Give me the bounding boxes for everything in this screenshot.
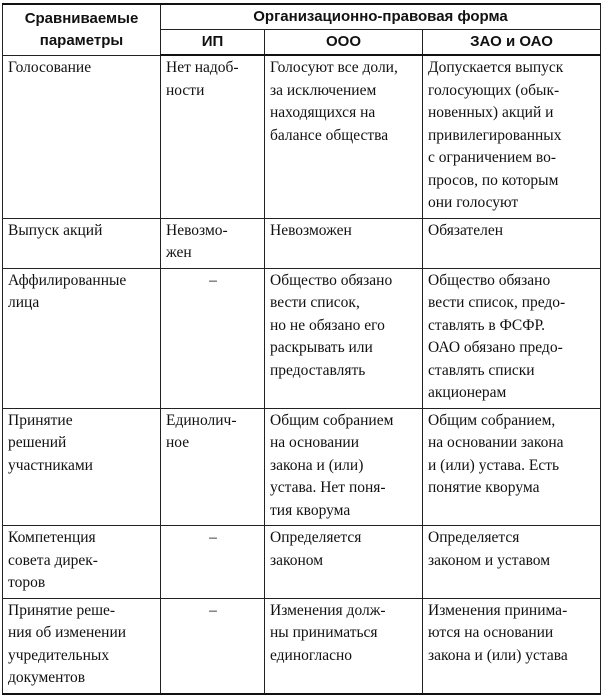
header-org-form: Организационно-правовая форма [161, 4, 601, 30]
cell-ip: – [161, 268, 265, 408]
table-row [3, 408, 601, 526]
cell-zao-oao: Общество обязано вести список, предо- ставлять в ФСФР. ОАО обязано предо- ставлять списки акционерам [423, 268, 601, 408]
cell-param: Принятие решений участниками [3, 408, 161, 526]
cell-ooo: Невозможен [265, 218, 423, 268]
table-header [3, 4, 601, 55]
cell-param: Принятие реше- ния об изменении учредительных документов [3, 598, 161, 694]
header-col-ip: ИП [161, 30, 265, 56]
cell-zao-oao: Обязателен [423, 218, 601, 268]
cell-zao-oao: Допускается выпуск голосующих (обык- новенных) акций и привилегированных с ограничением во- просов, по которым они голосуют [423, 55, 601, 218]
cell-zao-oao: Общим собранием, на основании закона и (или) устава. Есть понятие кворума [423, 408, 601, 526]
cell-param: Голосование [3, 55, 161, 218]
cell-zao-oao: Определяется законом и уставом [423, 526, 601, 599]
cell-ooo: Голосуют все доли, за исключением находящихся на балансе общества [265, 55, 423, 218]
cell-ooo: Общим собранием на основании закона и (или) устава. Нет поня- тия кворума [265, 408, 423, 526]
cell-ip: Нет надоб- ности [161, 55, 265, 218]
cell-ip: Единолич- ное [161, 408, 265, 526]
table-row [3, 218, 601, 268]
table-row [3, 598, 601, 694]
cell-zao-oao: Изменения принима- ются на основании закона и (или) устава [423, 598, 601, 694]
comparison-table [2, 3, 601, 695]
cell-ip: – [161, 526, 265, 599]
table-row [3, 526, 601, 599]
table-body [3, 55, 601, 694]
cell-param: Выпуск акций [3, 218, 161, 268]
cell-ooo: Общество обязано вести список, но не обязано его раскрывать или предоставлять [265, 268, 423, 408]
table-row [3, 268, 601, 408]
cell-ip: – [161, 598, 265, 694]
header-row-top [3, 4, 601, 30]
header-col-ooo: ООО [265, 30, 423, 56]
table-row [3, 55, 601, 218]
header-param-label: Сравниваемые параметры [3, 4, 161, 55]
cell-ooo: Изменения долж- ны приниматься единогласно [265, 598, 423, 694]
cell-ip: Невозмо- жен [161, 218, 265, 268]
header-col-zao-oao: ЗАО и ОАО [423, 30, 601, 56]
cell-ooo: Определяется законом [265, 526, 423, 599]
cell-param: Компетенция совета дирек- торов [3, 526, 161, 599]
cell-param: Аффилированные лица [3, 268, 161, 408]
